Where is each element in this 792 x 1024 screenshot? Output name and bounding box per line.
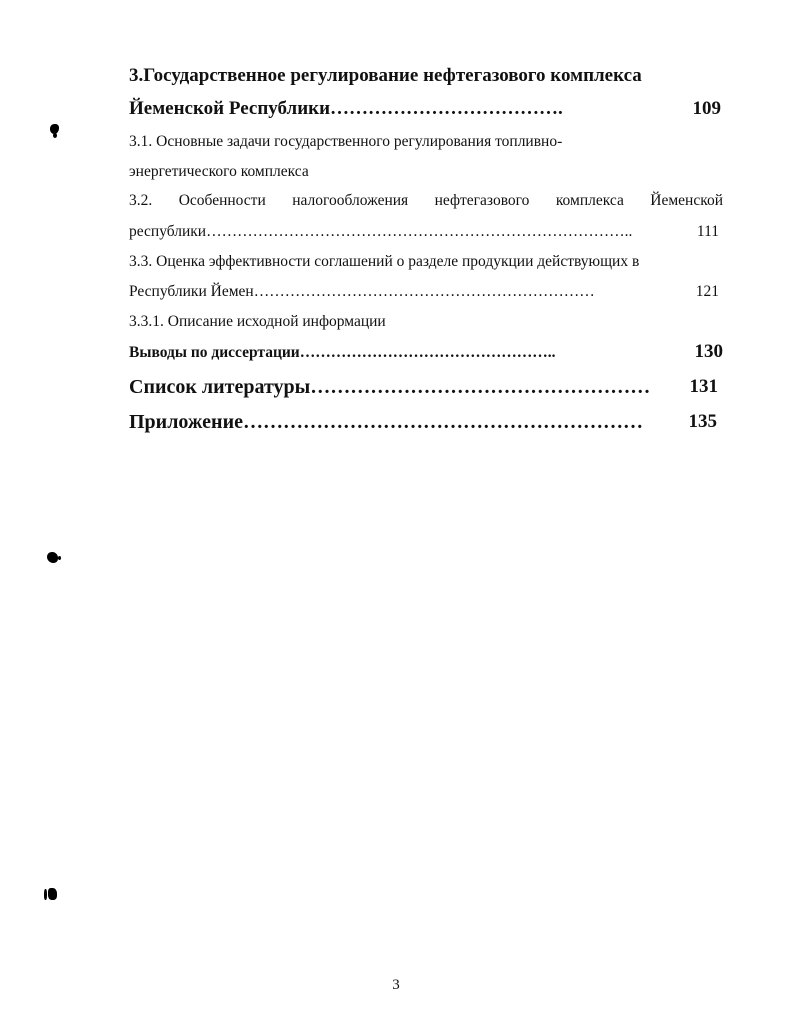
toc-appendix: Приложение…………………………………………………… (129, 411, 643, 433)
toc-chapter-3-title-line2: Йеменской Республики………………………………. (129, 98, 563, 119)
scan-mark-bottom-edge (44, 889, 47, 900)
scan-mark-bottom (48, 888, 57, 900)
toc-section-3-2-line1: 3.2. Особенности налогообложения нефтегазового комплекса Йеменской (129, 192, 723, 209)
toc-appendix-page: 135 (688, 411, 717, 432)
toc-conclusions: Выводы по диссертации………………………………………….. (129, 344, 556, 361)
scan-mark-top-tail (53, 133, 57, 138)
toc-bibliography-page: 131 (689, 376, 718, 397)
toc-section-3-2-page: 111 (696, 223, 719, 240)
toc-section-3-1-line2: энергетического комплекса (129, 163, 309, 180)
scan-mark-middle (47, 552, 58, 563)
toc-chapter-3-page: 109 (692, 98, 721, 119)
toc-bibliography: Список литературы…………………………………………… (129, 376, 651, 398)
toc-section-3-3-line1: 3.3. Оценка эффективности соглашений о разделе продукции действующих в (129, 253, 640, 270)
page-number: 3 (392, 977, 400, 993)
toc-section-3-3-1: 3.3.1. Описание исходной информации (129, 313, 386, 330)
toc-section-3-2-line2: республики……………………………………………………………………….. (129, 223, 633, 240)
toc-conclusions-page: 130 (694, 341, 723, 362)
toc-section-3-3-page: 121 (695, 283, 719, 300)
toc-chapter-3-title-line1: 3.Государственное регулирование нефтегазового комплекса (129, 65, 642, 86)
toc-section-3-3-line2: Республики Йемен………………………………………………………… (129, 283, 595, 300)
scan-mark-middle-tail (58, 556, 61, 560)
toc-section-3-1-line1: 3.1. Основные задачи государственного регулирования топливно- (129, 133, 563, 150)
